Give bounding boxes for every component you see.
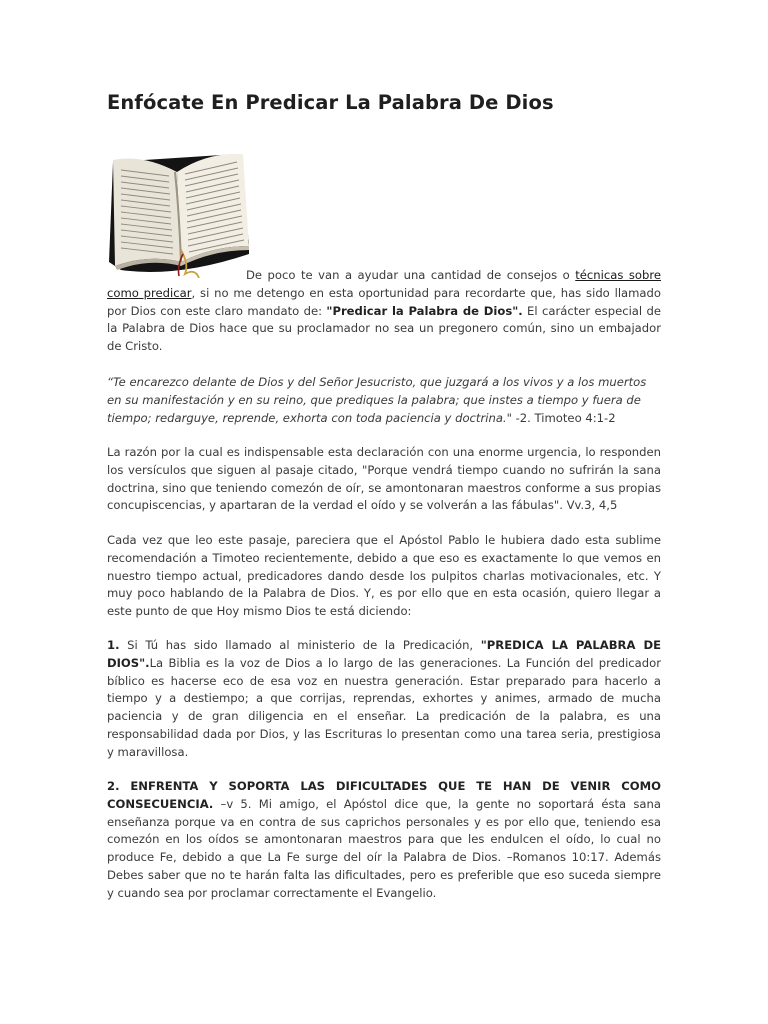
intro-paragraph: De poco te van a ayudar una cantidad de consejos o técnicas sobre como predicar, si no me detengo en esta oportunidad para recordarte que, has sido llamado por Dios con este claro mandato de: "Predicar la Palabra de Dios". El carácter especial de la Palabra de Dios hace que su proclamador no sea un pregonero común, sino un embajador de Cristo. <box>107 268 661 354</box>
techniques-link[interactable]: técnicas sobre como predicar <box>107 268 661 300</box>
point-2-paragraph: 2. ENFRENTA Y SOPORTA LAS DIFICULTADES QUE TE HAN DE VENIR COMO CONSECUENCIA. –v 5. Mi amigo, el Apóstol dice que, la gente no soportará ésta sana enseñanza porque va en contra de sus caprichos personales y es por ello que, teniendo esa comezón en los oídos se amontonaran maestros para que les endulcen el oído, lo cual no produce Fe, debido a que La Fe surge del oír la Palabra de Dios. –Romanos 10:17. Además Debes saber que no te harán falta las dificultades, pero es preferible que eso suceda siempre y cuando sea por proclamar correctamente el Evangelio. <box>107 779 661 900</box>
paragraph-reflection: Cada vez que leo este pasaje, pareciera que el Apóstol Pablo le hubiera dado esta sublime recomendación a Timoteo recientemente, debido a que eso es exactamente lo que vemos en nuestro tiempo actual, predicadores dando desde los pulpitos charlas motivacionales, etc. Y muy poco hablando de la Palabra de Dios. Y, es por ello que en esta ocasión, quiero llegar a este punto de que Hoy mismo Dios te está diciendo: <box>107 533 661 619</box>
page-title: Enfócate En Predicar La Palabra De Dios <box>107 91 554 114</box>
open-bible-image <box>107 150 252 278</box>
paragraph-reason: La razón por la cual es indispensable esta declaración con una enorme urgencia, lo responden los versículos que siguen al pasaje citado, "Porque vendrá tiempo cuando no sufrirán la sana doctrina, sino que teniendo comezón de oír, se amontonaran maestros conforme a sus propias concupiscencias, y apartaran de la verdad el oído y se volverán a las fábulas". Vv.3, 4,5 <box>107 445 661 513</box>
scripture-quote: “Te encarezco delante de Dios y del Señor Jesucristo, que juzgará a los vivos y a los muertos en su manifestación y en su reino, que prediques la palabra; que instes a tiempo y fuera de tiempo; redarguye, reprende, exhorta con toda paciencia y doctrina." -2. Timoteo 4:1-2 <box>107 375 647 425</box>
point-1-paragraph: 1. Si Tú has sido llamado al ministerio de la Predicación, "PREDICA LA PALABRA DE DIOS".La Biblia es la voz de Dios a lo largo de las generaciones. La Función del predicador bíblico es hacerse eco de esa voz en nuestra generación. Estar preparado para hacerlo a tiempo y a destiempo; a que corrijas, reprendas, exhortes y animes, armado de mucha paciencia y de gran diligencia en el enseñar. La predicación de la palabra, es una responsabilidad dada por Dios, y las Escrituras lo presentan como una tarea seria, prestigiosa y maravillosa. <box>107 638 661 759</box>
